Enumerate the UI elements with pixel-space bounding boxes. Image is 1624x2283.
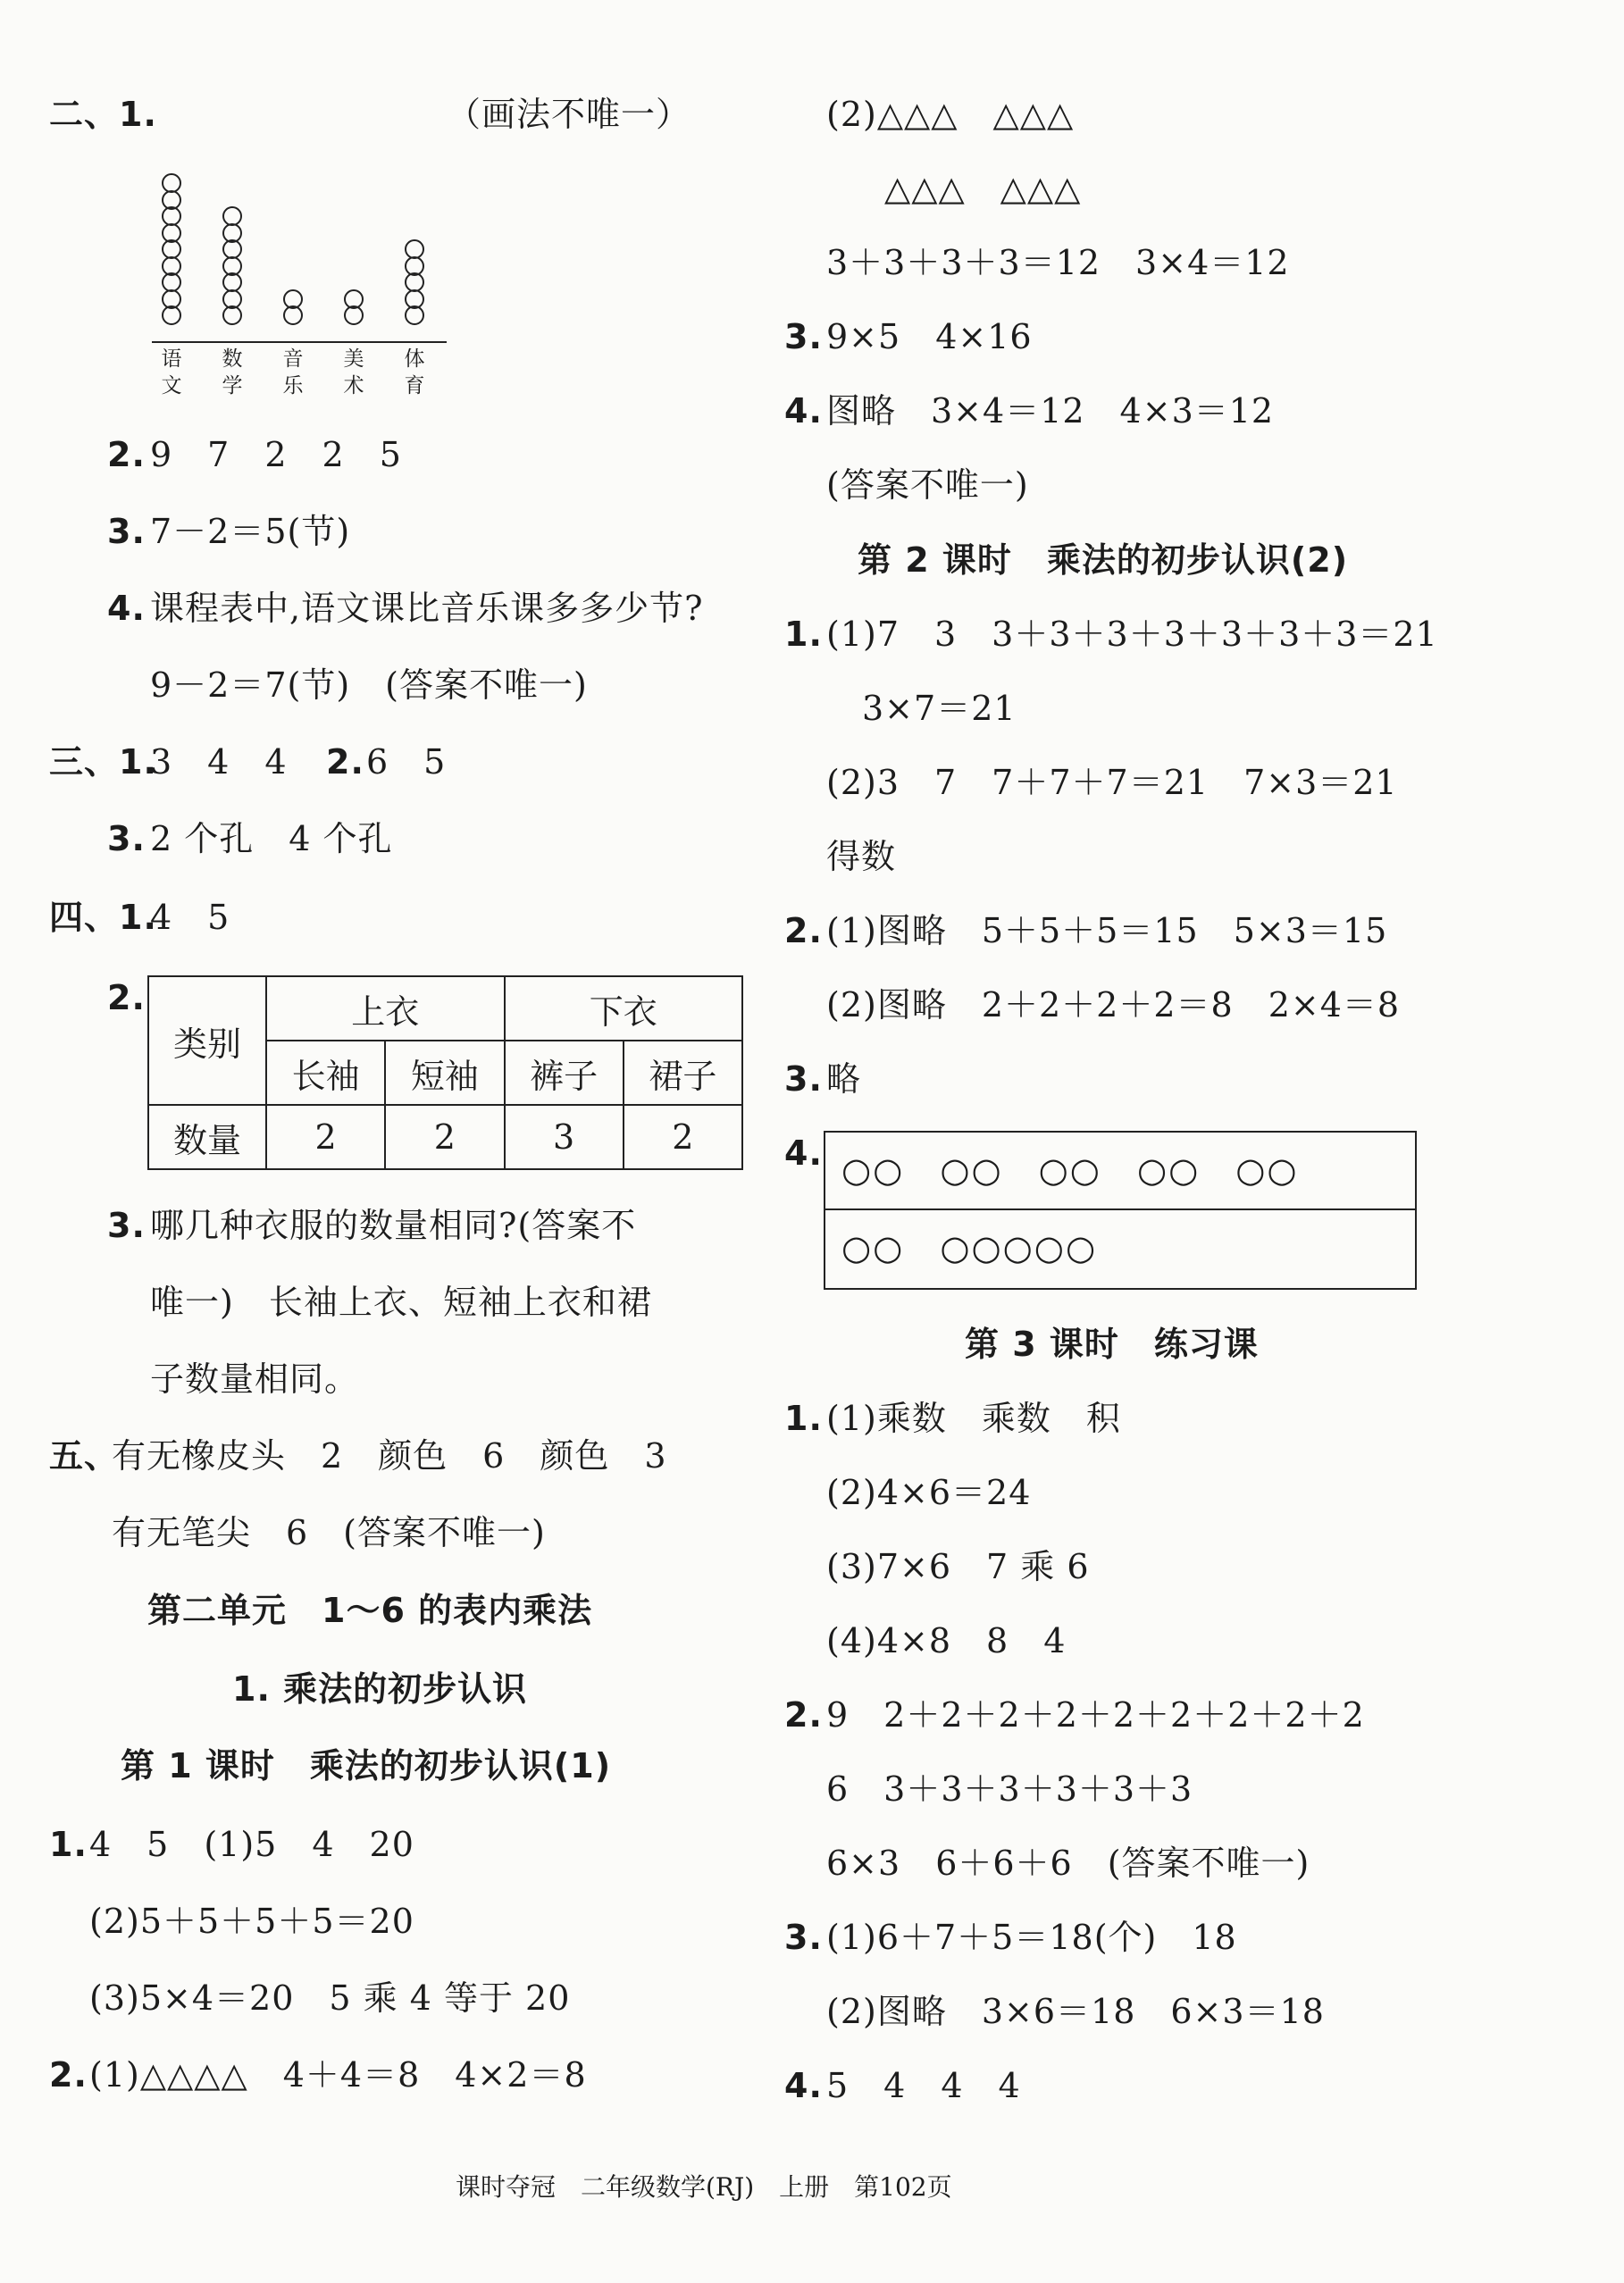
table-row-label: 数量 bbox=[148, 1105, 266, 1169]
l3-q1-part2: (2)4×6＝24 bbox=[826, 1473, 1032, 1512]
l3-q3-answer: (1)6＋7＋5＝18(个) 18 bbox=[826, 1918, 1237, 1957]
s3-q1-answer: 3 4 4 bbox=[150, 742, 288, 782]
s3-q2-answer: 6 5 bbox=[366, 742, 447, 782]
l3-q1-answer: (1)乘数 乘数 积 bbox=[826, 1399, 1121, 1438]
s5-line2: 有无笔尖 6 (答案不唯一) bbox=[112, 1513, 546, 1552]
r-line-eq-12: 3＋3＋3＋3＝12 3×4＝12 bbox=[826, 243, 1290, 282]
s4-q3-line1: 哪几种衣服的数量相同?(答案不 bbox=[150, 1206, 637, 1245]
r-q4-answer: 图略 3×4＝12 4×3＝12 bbox=[826, 391, 1275, 431]
circle-box-row-1: ○○ ○○ ○○ ○○ ○○ bbox=[825, 1133, 1415, 1210]
pictograph-axis bbox=[152, 341, 447, 343]
pictograph-label-top: 数 bbox=[222, 347, 243, 371]
pictograph-label-top: 体 bbox=[404, 347, 425, 371]
section-2-label: 二、1. bbox=[49, 95, 157, 134]
q-3-answer: 7－2＝5(节) bbox=[150, 512, 351, 551]
r-line-triangles-2: △△△ △△△ bbox=[884, 169, 1082, 208]
table-header-tops: 上衣 bbox=[266, 976, 505, 1041]
r-q3-answer: 9×5 4×16 bbox=[826, 317, 1033, 356]
s3-q2-number: 2. bbox=[326, 742, 364, 782]
q-3-number: 3. bbox=[107, 512, 146, 551]
s5-line1: 有无橡皮头 2 颜色 6 颜色 3 bbox=[112, 1436, 667, 1476]
s4-q2-number: 2. bbox=[107, 978, 146, 1017]
q-4-number: 4. bbox=[107, 589, 146, 628]
pictograph-circle bbox=[405, 239, 424, 259]
l2-q4-number: 4. bbox=[784, 1133, 823, 1173]
l1-q1-part3: (3)5×4＝20 5 乘 4 等于 20 bbox=[89, 1978, 571, 2018]
s3-q3-number: 3. bbox=[107, 819, 146, 858]
q-4-question: 课程表中,语文课比音乐课多多少节? bbox=[150, 589, 704, 628]
q-4-answer: 9－2＝7(节) (答案不唯一) bbox=[150, 665, 588, 705]
l1-q1-answer: 4 5 (1)5 4 20 bbox=[89, 1825, 414, 1864]
table-col-skirt: 裙子 bbox=[624, 1041, 742, 1105]
note-drawing: （画法不唯一） bbox=[447, 95, 691, 134]
r-line-triangles-1: (2)△△△ △△△ bbox=[826, 95, 1075, 134]
pictograph-circle bbox=[162, 173, 181, 193]
l3-q2-part3: 6×3 6＋6＋6 (答案不唯一) bbox=[826, 1844, 1310, 1883]
l1-q1-part2: (2)5＋5＋5＋5＝20 bbox=[89, 1902, 414, 1941]
section-3-label: 三、1. bbox=[49, 742, 157, 782]
pictograph-circle bbox=[283, 289, 303, 309]
pictograph-label-bottom: 乐 bbox=[282, 374, 304, 397]
circle-box-row-2: ○○ ○○○○○ bbox=[841, 1228, 1098, 1267]
table-col-long-sleeve: 长袖 bbox=[266, 1041, 385, 1105]
pictograph-label-top: 音 bbox=[282, 347, 304, 371]
s3-q3-answer: 2 个孔 4 个孔 bbox=[150, 819, 393, 858]
lesson-2-title: 第 2 课时 乘法的初步认识(2) bbox=[858, 540, 1349, 580]
q-2-number: 2. bbox=[107, 435, 146, 474]
unit-2-subtitle: 1. 乘法的初步认识 bbox=[232, 1669, 528, 1709]
l3-q4-answer: 5 4 4 4 bbox=[826, 2066, 1021, 2105]
table-header-bottoms: 下衣 bbox=[505, 976, 743, 1041]
l3-q1-part4: (4)4×8 8 4 bbox=[826, 1621, 1067, 1660]
q-2-answer: 9 7 2 2 5 bbox=[150, 435, 402, 474]
table-header-category: 类别 bbox=[148, 976, 266, 1105]
l3-q2-part2: 6 3＋3＋3＋3＋3＋3 bbox=[826, 1769, 1193, 1809]
l3-q3-part2: (2)图略 3×6＝18 6×3＝18 bbox=[826, 1992, 1325, 2031]
l3-q3-number: 3. bbox=[784, 1918, 823, 1957]
section-4-label: 四、1. bbox=[49, 898, 157, 937]
l3-q1-part3: (3)7×6 7 乘 6 bbox=[826, 1547, 1090, 1586]
r-q4-note: (答案不唯一) bbox=[826, 465, 1029, 505]
l1-q2-answer: (1)△△△△ 4＋4＝8 4×2＝8 bbox=[89, 2055, 587, 2095]
pictograph-label-bottom: 学 bbox=[222, 374, 243, 397]
table-cell: 3 bbox=[505, 1105, 624, 1169]
s4-q3-number: 3. bbox=[107, 1206, 146, 1245]
pictograph-label-top: 语 bbox=[161, 347, 182, 371]
table-cell: 2 bbox=[266, 1105, 385, 1169]
table-col-pants: 裤子 bbox=[505, 1041, 624, 1105]
lesson-3-title: 第 3 课时 练习课 bbox=[965, 1325, 1259, 1364]
l2-q1-part3: 得数 bbox=[826, 837, 897, 876]
s4-q3-line3: 子数量相同。 bbox=[150, 1359, 360, 1399]
lesson-1-title: 第 1 课时 乘法的初步认识(1) bbox=[121, 1746, 612, 1785]
clothes-table bbox=[147, 975, 743, 1170]
page-footer: 课时夺冠 二年级数学(RJ) 上册 第102页 bbox=[456, 2172, 952, 2202]
s4-q3-line2: 唯一) 长袖上衣、短袖上衣和裙 bbox=[150, 1283, 652, 1322]
l2-q2-answer: (1)图略 5＋5＋5＝15 5×3＝15 bbox=[826, 911, 1388, 950]
r-q4-number: 4. bbox=[784, 391, 823, 431]
r-q3-number: 3. bbox=[784, 317, 823, 356]
l2-q2-number: 2. bbox=[784, 911, 823, 950]
l2-q3-answer: 略 bbox=[826, 1059, 862, 1099]
l2-q1-answer: (1)7 3 3＋3＋3＋3＋3＋3＋3＝21 bbox=[826, 615, 1438, 654]
l1-q1-number: 1. bbox=[49, 1825, 88, 1864]
unit-2-title: 第二单元 1～6 的表内乘法 bbox=[147, 1591, 593, 1630]
l2-q1-product: 3×7＝21 bbox=[862, 689, 1017, 728]
table-cell: 2 bbox=[624, 1105, 742, 1169]
l3-q2-answer: 9 2＋2＋2＋2＋2＋2＋2＋2＋2 bbox=[826, 1695, 1365, 1735]
pictograph-label-bottom: 术 bbox=[343, 374, 364, 397]
s4-q1-answer: 4 5 bbox=[150, 898, 230, 937]
section-5-label: 五、 bbox=[49, 1436, 120, 1476]
l3-q2-number: 2. bbox=[784, 1695, 823, 1735]
pictograph-label-bottom: 文 bbox=[161, 374, 182, 397]
pictograph-circle bbox=[222, 206, 242, 226]
l2-q3-number: 3. bbox=[784, 1059, 823, 1099]
l2-q1-number: 1. bbox=[784, 615, 823, 654]
pictograph-label-bottom: 育 bbox=[404, 374, 425, 397]
l3-q4-number: 4. bbox=[784, 2066, 823, 2105]
l2-q1-part2: (2)3 7 7＋7＋7＝21 7×3＝21 bbox=[826, 763, 1398, 802]
table-col-short-sleeve: 短袖 bbox=[385, 1041, 504, 1105]
pictograph-label-top: 美 bbox=[343, 347, 364, 371]
pictograph-circle bbox=[344, 289, 364, 309]
l1-q2-number: 2. bbox=[49, 2055, 88, 2095]
l2-q2-part2: (2)图略 2＋2＋2＋2＝8 2×4＝8 bbox=[826, 985, 1401, 1024]
circle-box bbox=[824, 1131, 1417, 1290]
table-cell: 2 bbox=[385, 1105, 504, 1169]
pictograph-chart bbox=[0, 0, 1, 1]
l3-q1-number: 1. bbox=[784, 1399, 823, 1438]
